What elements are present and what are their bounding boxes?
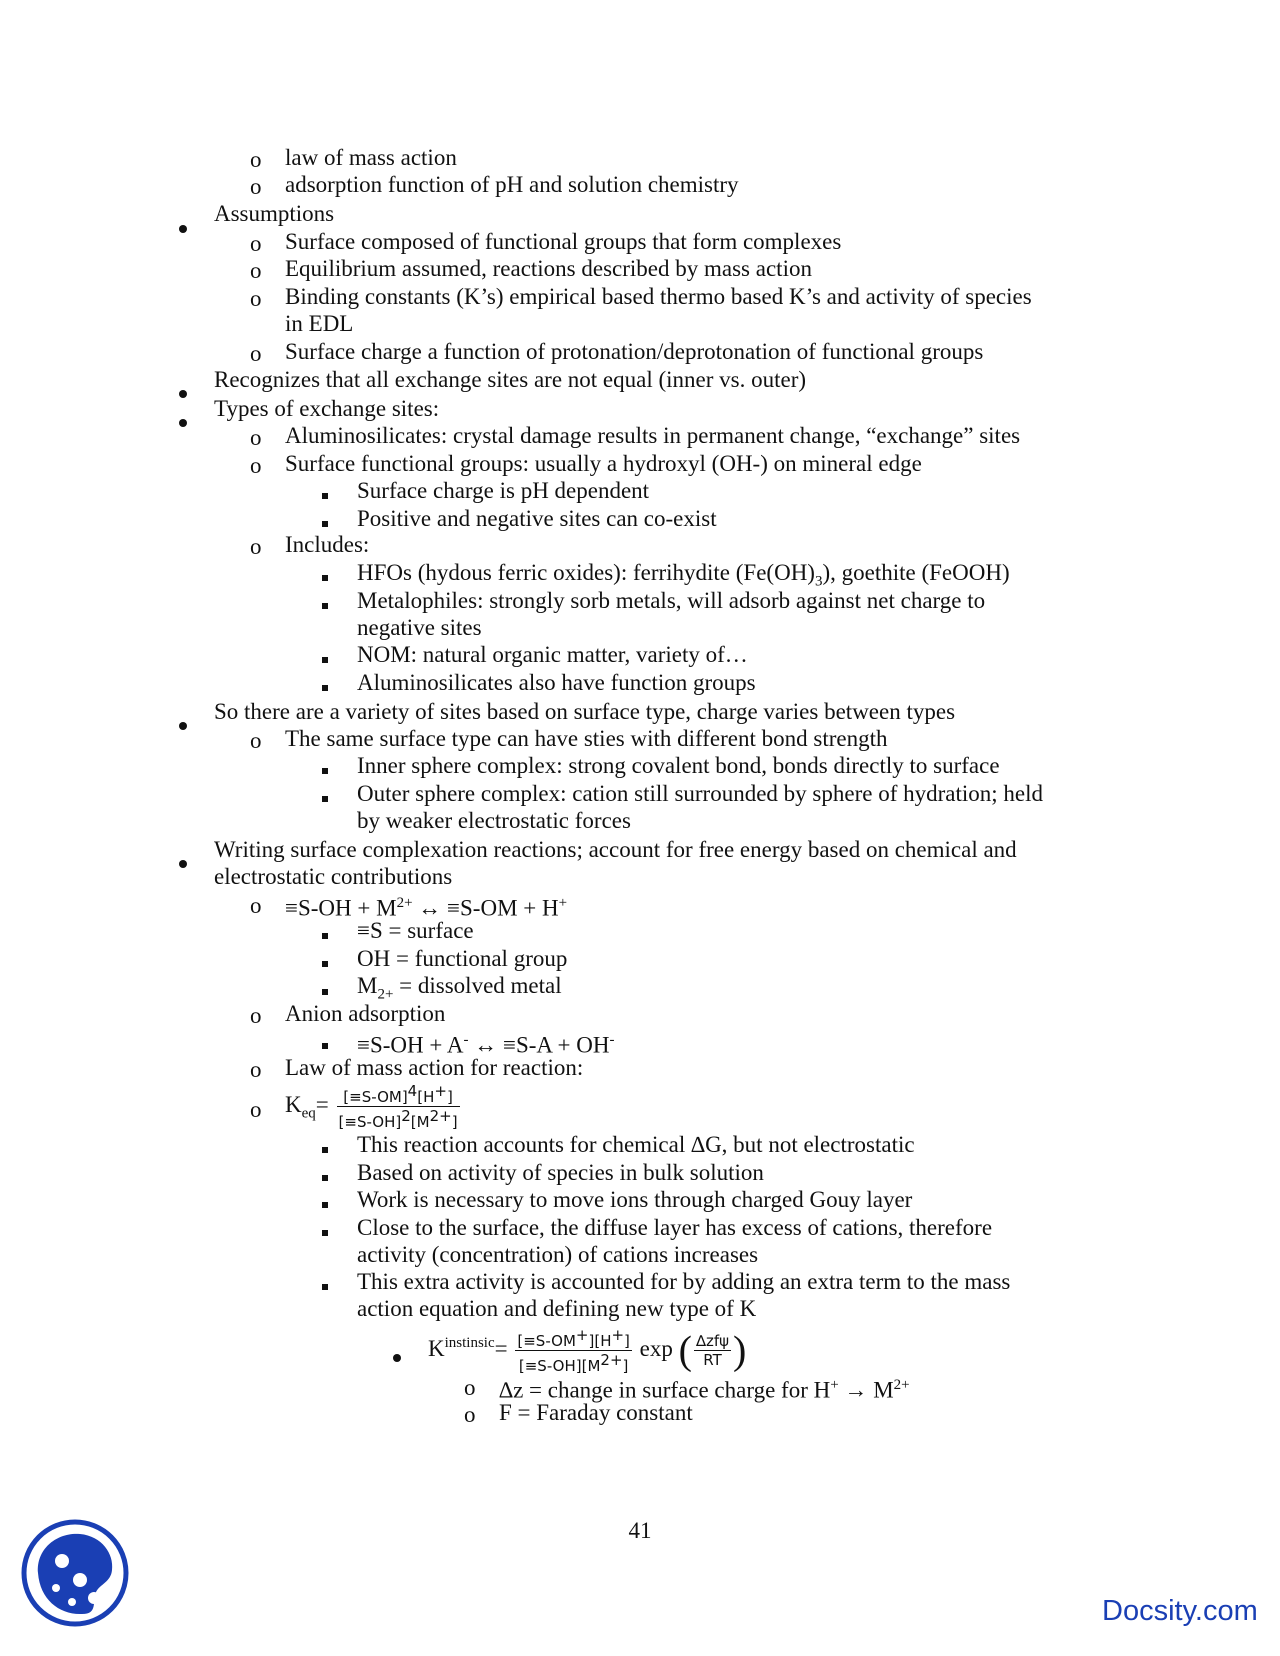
k-symbol: K <box>428 1335 445 1361</box>
text-line: Assumptions <box>214 201 335 226</box>
superscript: 4 <box>407 1082 418 1100</box>
fraction-denominator: RT <box>703 1351 722 1369</box>
text-line: in EDL <box>285 311 354 336</box>
text-line: Binding constants (K’s) empirical based thermo based K’s and activity of species <box>285 284 1032 309</box>
superscript: 2+ <box>893 1377 910 1393</box>
k-intrinsic-fraction <box>515 1326 632 1375</box>
text-line: The same surface type can have sties with different bond strength <box>285 726 888 751</box>
subscript: 3 <box>814 573 823 590</box>
text-run: ∆z = change in surface charge for H <box>499 1377 831 1403</box>
square-bullet-icon <box>322 752 328 781</box>
square-bullet-icon <box>322 973 328 1002</box>
text-line: NOM: natural organic matter, variety of… <box>357 642 748 667</box>
superscript: + <box>575 1326 589 1344</box>
circle-marker: o <box>250 453 262 478</box>
circle-marker: o <box>250 341 262 366</box>
text-line: Work is necessary to move ions through charged Gouy layer <box>357 1187 913 1212</box>
superscript: 2+ <box>429 1107 452 1125</box>
text-line: F = Faraday constant <box>499 1400 693 1425</box>
circle-marker: o <box>250 231 262 256</box>
square-bullet-icon <box>322 1214 328 1243</box>
text-line: Inner sphere complex: strong covalent bond, bonds directly to surface <box>357 753 1000 778</box>
text-run: M <box>357 973 378 998</box>
text-run: → M <box>838 1377 894 1403</box>
equals-sign: = <box>494 1335 508 1361</box>
square-bullet-icon <box>322 1268 328 1297</box>
equals-sign: = <box>315 1091 329 1117</box>
text-line: law of mass action <box>285 145 457 170</box>
superscript: + <box>558 895 568 911</box>
circle-marker: o <box>250 174 262 199</box>
circle-marker: o <box>250 1057 262 1082</box>
text-run: [≡S-OM <box>517 1332 576 1350</box>
text-line: Positive and negative sites can co-exist <box>357 506 717 531</box>
text-run: HFOs (hydous ferric oxides): ferrihydite (Fe(OH) <box>357 560 815 585</box>
text-line: activity (concentration) of cations increases <box>357 1242 759 1267</box>
bullet-dot-icon <box>179 211 187 240</box>
bullet-dot-icon <box>393 1340 401 1369</box>
text-line: Anion adsorption <box>285 1001 446 1026</box>
bullet-dot-icon <box>179 708 187 737</box>
text-run: [M <box>410 1113 430 1131</box>
square-bullet-icon <box>322 559 328 588</box>
superscript: - <box>609 1032 615 1048</box>
fraction-numerator: ∆zfψ <box>695 1332 730 1350</box>
text-line: by weaker electrostatic forces <box>357 808 631 833</box>
subscript: 2+ <box>377 986 394 1003</box>
fraction-numerator <box>337 1082 460 1107</box>
text-line: Writing surface complexation reactions; account for free energy based on chemical and <box>214 837 1017 862</box>
bullet-dot-icon <box>179 846 187 875</box>
text-run: ] <box>451 1113 458 1131</box>
superscript: 2+ <box>396 895 413 911</box>
text-run: ↔ ≡S-OM + H <box>412 895 559 921</box>
circle-marker: o <box>464 1402 476 1427</box>
text-line: Law of mass action for reaction: <box>285 1055 584 1080</box>
subscript: eq <box>301 1105 316 1122</box>
text-line: Includes: <box>285 532 370 557</box>
text-line: Surface charge is pH dependent <box>357 478 650 503</box>
superscript: + <box>434 1082 447 1100</box>
circle-marker: o <box>464 1375 476 1400</box>
square-bullet-icon <box>322 587 328 616</box>
circle-marker: o <box>250 286 262 311</box>
circle-marker: o <box>250 1003 262 1028</box>
text-run: ≡S-OH + A <box>357 1032 464 1058</box>
square-bullet-icon <box>322 669 328 698</box>
circle-marker: o <box>250 258 262 283</box>
text-line: Types of exchange sites: <box>214 396 440 421</box>
text-line: This reaction accounts for chemical ∆G, but not electrostatic <box>357 1132 915 1157</box>
text-line: action equation and defining new type of K <box>357 1296 757 1321</box>
square-bullet-icon <box>322 477 328 506</box>
text-run: ↔ ≡S-A + OH <box>468 1032 610 1058</box>
superscript: + <box>611 1326 625 1344</box>
keq-equation <box>285 1082 462 1131</box>
text-line: Surface charge a function of protonation/deprotonation of functional groups <box>285 339 984 364</box>
superscript: - <box>463 1032 469 1048</box>
text-line: negative sites <box>357 615 482 640</box>
square-bullet-icon <box>322 641 328 670</box>
text-run: [H <box>417 1088 435 1106</box>
square-bullet-icon <box>322 945 328 974</box>
text-line: Metalophiles: strongly sorb metals, will adsorb against net charge to <box>357 588 986 613</box>
exp-function: exp <box>639 1335 673 1361</box>
fraction-denominator <box>337 1107 460 1131</box>
text-line: Aluminosilicates also have function groups <box>357 670 756 695</box>
text-run: ][H <box>588 1332 612 1350</box>
text-line: OH = functional group <box>357 946 568 971</box>
text-line: Based on activity of species in bulk solution <box>357 1160 764 1185</box>
square-bullet-icon <box>322 1186 328 1215</box>
text-line: Surface composed of functional groups that form complexes <box>285 229 842 254</box>
text-run: [≡S-OH] <box>338 1113 402 1131</box>
text-line: Aluminosilicates: crystal damage results in permanent change, “exchange” sites <box>285 423 1021 448</box>
left-paren: ( <box>678 1327 692 1373</box>
text-run: ), goethite (FeOOH) <box>822 560 1010 585</box>
circle-marker: o <box>250 147 262 172</box>
superscript: instinsic <box>444 1335 495 1352</box>
k-intrinsic-equation <box>428 1326 746 1375</box>
fraction-numerator <box>515 1326 632 1351</box>
circle-marker: o <box>250 728 262 753</box>
text-line: Outer sphere complex: cation still surrounded by sphere of hydration; held <box>357 781 1043 806</box>
exponent-fraction <box>694 1332 731 1369</box>
superscript: + <box>830 1377 839 1393</box>
text-line: adsorption function of pH and solution chemistry <box>285 172 739 197</box>
text-run: ≡S-OH + M <box>285 895 397 921</box>
square-bullet-icon <box>322 1159 328 1188</box>
circle-marker: o <box>250 893 262 918</box>
text-line: So there are a variety of sites based on surface type, charge varies between types <box>214 699 956 724</box>
text-line: Equilibrium assumed, reactions described by mass action <box>285 256 812 281</box>
right-paren: ) <box>733 1327 747 1373</box>
square-bullet-icon <box>322 780 328 809</box>
circle-marker: o <box>250 425 262 450</box>
square-bullet-icon <box>322 1131 328 1160</box>
docsity-logo-icon <box>20 1518 130 1628</box>
superscript: 2+ <box>600 1351 623 1369</box>
page-number: 41 <box>628 1518 652 1543</box>
superscript: 2 <box>401 1107 411 1125</box>
text-run: [≡S-OM] <box>343 1088 408 1106</box>
text-line: Surface functional groups: usually a hydroxyl (OH-) on mineral edge <box>285 451 922 476</box>
bullet-dot-icon <box>179 405 187 434</box>
text-run: [≡S-OH][M <box>518 1357 601 1375</box>
keq-fraction <box>337 1082 460 1131</box>
k-symbol: K <box>285 1091 302 1117</box>
docsity-brand-link[interactable]: Docsity.com <box>1102 1595 1258 1627</box>
square-bullet-icon <box>322 1027 328 1056</box>
text-line: This extra activity is accounted for by adding an extra term to the mass <box>357 1269 1011 1294</box>
text-line: electrostatic contributions <box>214 864 453 889</box>
text-line: Close to the surface, the diffuse layer has excess of cations, therefore <box>357 1215 993 1240</box>
text-run: ] <box>446 1088 453 1106</box>
bullet-dot-icon <box>179 376 187 405</box>
text-line: ≡S = surface <box>357 918 474 943</box>
text-run: ] <box>622 1357 629 1375</box>
text-line: Recognizes that all exchange sites are not equal (inner vs. outer) <box>214 367 807 392</box>
circle-marker: o <box>250 1097 262 1122</box>
text-run: ] <box>624 1332 630 1350</box>
text-run: = dissolved metal <box>393 973 562 998</box>
circle-marker: o <box>250 534 262 559</box>
